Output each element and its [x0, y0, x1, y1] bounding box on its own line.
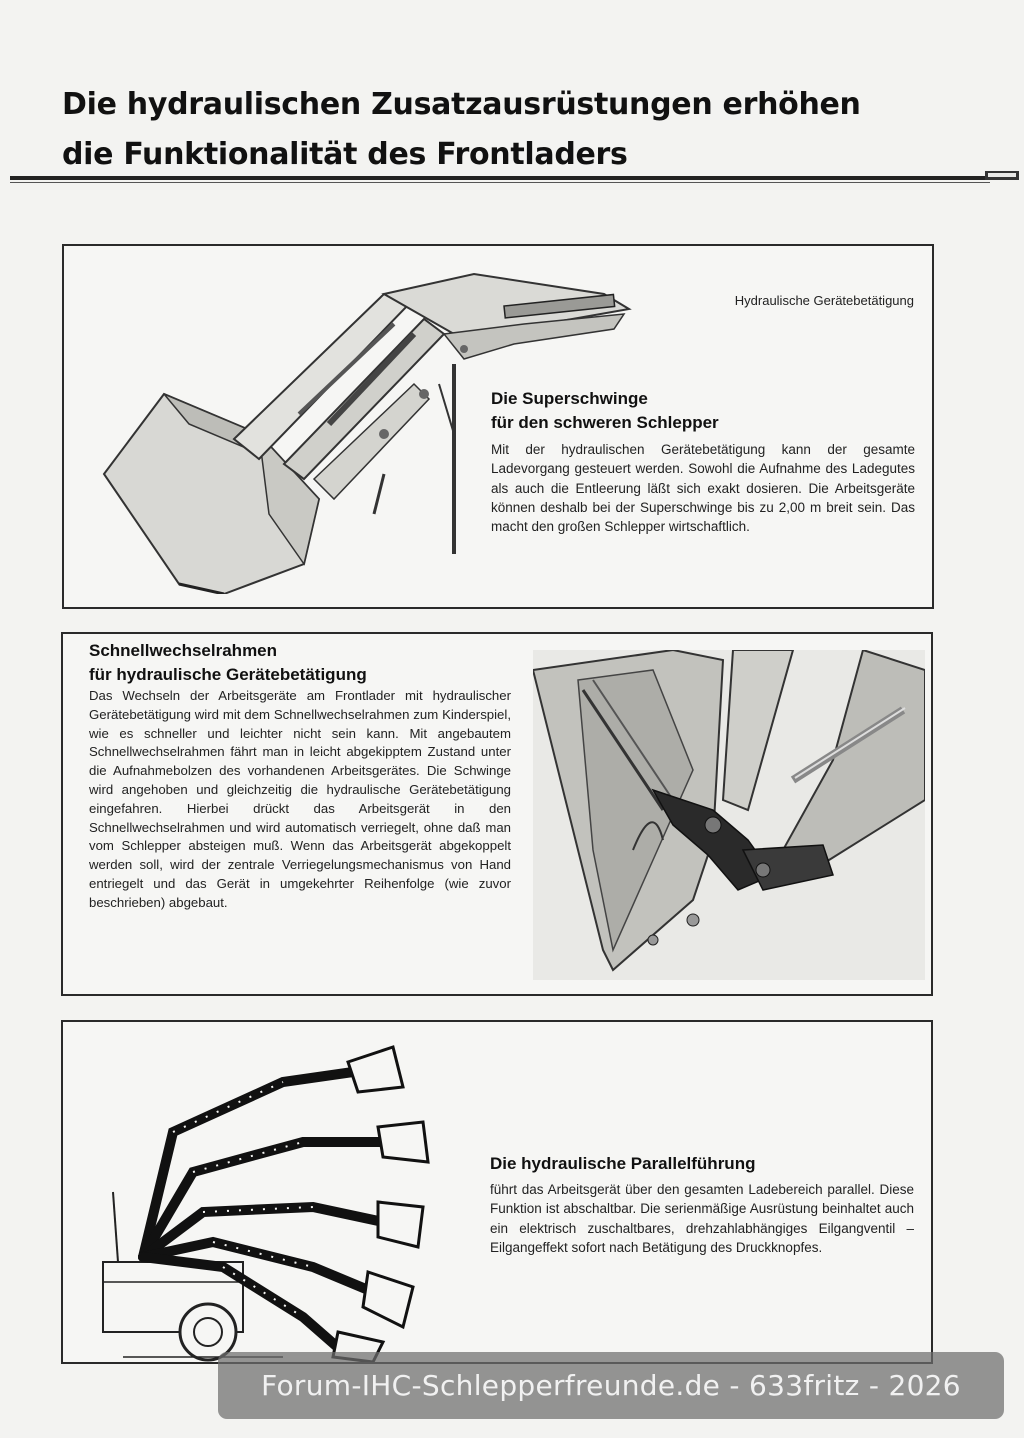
page-title: [62, 80, 962, 180]
illustration-caption: Hydraulische Gerätebetätigung: [734, 293, 914, 308]
schnellwechselrahmen-heading: [89, 639, 519, 687]
superschwinge-heading: [491, 387, 911, 435]
superschwinge-heading-line-2: für den schweren Schlepper: [491, 413, 719, 432]
parallelfuehrung-diagram: [83, 1032, 463, 1362]
superschwinge-body: Mit der hydraulischen Gerätebetätigung kann der gesamte Ladevorgang gesteuert werden. Sowohl die Aufnahme des Ladegutes als auch die Entleerung läßt sich exakt dosieren. Die Arbeitsgeräte können deshalb bei der Superschwinge bis zu 2,00 m breit sein. Das macht den großen Schlepper wirtschaftlich.: [491, 442, 915, 535]
parallelfuehrung-body: führt das Arbeitsgerät über den gesamten Ladebereich parallel. Diese Funktion ist abschaltbar. Die serienmäßige Ausrüstung beinhaltet auch ein elektrisch zuschaltbares, drehzahlabhängiges Eilgangventil – Eilgangeffekt sofort nach Betätigung des Druckknopfes.: [490, 1182, 914, 1255]
schnellwechselrahmen-photo: [533, 650, 925, 980]
schnellwechselrahmen-body: Das Wechseln der Arbeitsgeräte am Frontlader mit hydraulischer Gerätebetätigung wird mit dem Schnellwechselrahmen zum Kinderspiel, wie es schneller und leichter nicht sein kann. Mit angebautem Schnellwechselrahmen fährt man in leicht abgekipptem Zustand unter die Aufnahmebolzen des vorhandenen Arbeitsgerätes. Die Schwinge wird angehoben und gleichzeitig die hydraulische Gerätebetätigung eingefahren. Hierbei drückt das Arbeitsgerät in den Schnellwechselrahmen und wird automatisch verriegelt, ohne daß man vom Schlepper absteigen muß. Wenn das Arbeitsgerät abgekoppelt werden soll, wird der zentrale Verriegelungsmechanismus von Hand entriegelt und das Gerät in umgekehrter Reihenfolge (wie zuvor beschrieben) abgebaut.: [89, 688, 511, 910]
title-rule: [10, 176, 990, 180]
parallelfuehrung-heading: Die hydraulische Parallelführung: [490, 1154, 756, 1173]
page-title-line-2: die Funktionalität des Frontladers: [62, 137, 628, 172]
superschwinge-panel: [62, 244, 934, 609]
parallelfuehrung-panel: [61, 1020, 933, 1364]
rule-end-tab: [985, 171, 1019, 180]
schnellwechselrahmen-heading-line-2: für hydraulische Gerätebetätigung: [89, 665, 367, 684]
schnellwechselrahmen-heading-line-1: Schnellwechselrahmen: [89, 641, 278, 660]
schnellwechselrahmen-panel: [61, 632, 933, 996]
watermark: Forum-IHC-Schlepperfreunde.de - 633fritz - 2026: [218, 1352, 1004, 1419]
title-rule-thin: [10, 182, 990, 183]
superschwinge-heading-line-1: Die Superschwinge: [491, 389, 648, 408]
page-title-line-1: Die hydraulischen Zusatzausrüstungen erhöhen: [62, 87, 861, 122]
